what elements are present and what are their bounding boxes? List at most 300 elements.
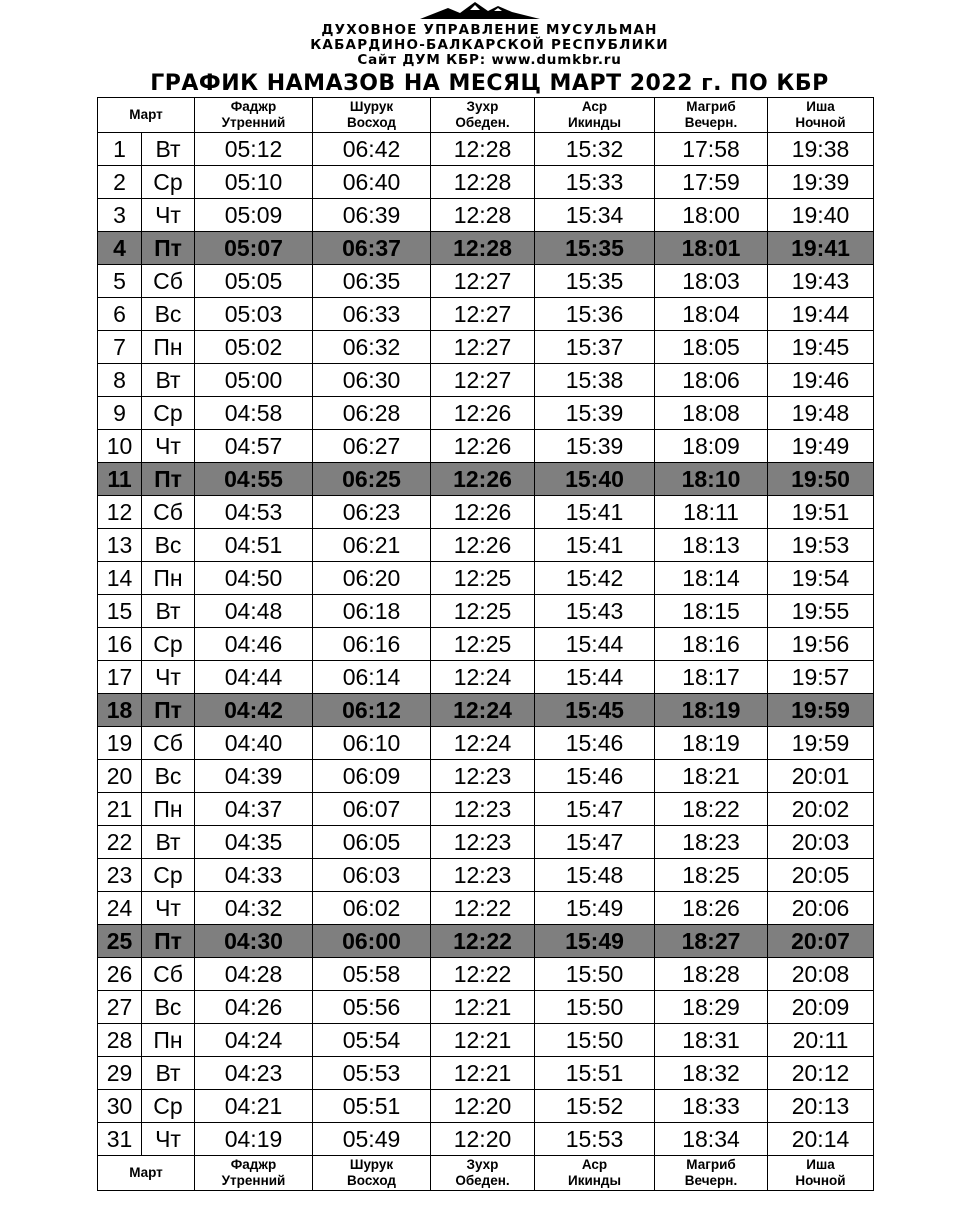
zuhr-time: 12:24	[431, 727, 535, 760]
day-number: 2	[98, 166, 142, 199]
zuhr-time: 12:23	[431, 859, 535, 892]
weekday: Пн	[142, 562, 195, 595]
zuhr-time: 12:25	[431, 562, 535, 595]
zuhr-time: 12:21	[431, 1057, 535, 1090]
weekday: Пт	[142, 232, 195, 265]
asr-time: 15:42	[535, 562, 655, 595]
table-row	[98, 199, 874, 232]
table-row	[98, 1090, 874, 1123]
shuruk-time: 06:42	[313, 133, 431, 166]
fajr-time: 05:12	[195, 133, 313, 166]
zuhr-time: 12:24	[431, 661, 535, 694]
weekday: Сб	[142, 265, 195, 298]
shuruk-time: 06:23	[313, 496, 431, 529]
isha-time: 19:59	[768, 727, 874, 760]
zuhr-time: 12:26	[431, 496, 535, 529]
isha-time: 20:03	[768, 826, 874, 859]
fajr-time: 04:37	[195, 793, 313, 826]
fajr-time: 04:21	[195, 1090, 313, 1123]
mountain-logo-icon	[420, 0, 540, 20]
fajr-time: 04:30	[195, 925, 313, 958]
fajr-time: 04:44	[195, 661, 313, 694]
table-row	[98, 826, 874, 859]
zuhr-time: 12:25	[431, 628, 535, 661]
table-row	[98, 628, 874, 661]
maghrib-time: 18:27	[655, 925, 768, 958]
maghrib-time: 18:15	[655, 595, 768, 628]
shuruk-time: 06:05	[313, 826, 431, 859]
weekday: Вс	[142, 760, 195, 793]
isha-time: 19:51	[768, 496, 874, 529]
isha-time: 19:55	[768, 595, 874, 628]
col-footer-month: Март	[98, 1156, 195, 1191]
maghrib-time: 18:14	[655, 562, 768, 595]
day-number: 6	[98, 298, 142, 331]
table-row	[98, 529, 874, 562]
day-number: 19	[98, 727, 142, 760]
maghrib-time: 18:01	[655, 232, 768, 265]
table-row	[98, 166, 874, 199]
shuruk-time: 06:09	[313, 760, 431, 793]
isha-time: 19:49	[768, 430, 874, 463]
zuhr-time: 12:28	[431, 232, 535, 265]
shuruk-time: 06:28	[313, 397, 431, 430]
isha-time: 19:59	[768, 694, 874, 727]
maghrib-time: 18:11	[655, 496, 768, 529]
asr-time: 15:38	[535, 364, 655, 397]
fajr-time: 04:48	[195, 595, 313, 628]
asr-time: 15:36	[535, 298, 655, 331]
weekday: Сб	[142, 496, 195, 529]
fajr-time: 04:24	[195, 1024, 313, 1057]
col-header-asr: Аср Икинды	[535, 98, 655, 133]
table-row	[98, 991, 874, 1024]
weekday: Вс	[142, 991, 195, 1024]
shuruk-time: 06:14	[313, 661, 431, 694]
table-row	[98, 298, 874, 331]
table-row	[98, 1057, 874, 1090]
zuhr-time: 12:26	[431, 397, 535, 430]
shuruk-time: 06:40	[313, 166, 431, 199]
fajr-time: 04:50	[195, 562, 313, 595]
maghrib-time: 18:05	[655, 331, 768, 364]
day-number: 7	[98, 331, 142, 364]
day-number: 13	[98, 529, 142, 562]
shuruk-time: 06:10	[313, 727, 431, 760]
table-row	[98, 265, 874, 298]
table-row	[98, 562, 874, 595]
table-row	[98, 496, 874, 529]
weekday: Вт	[142, 364, 195, 397]
table-row	[98, 364, 874, 397]
asr-time: 15:49	[535, 892, 655, 925]
day-number: 27	[98, 991, 142, 1024]
col-footer-fajr: Фаджр Утренний	[195, 1156, 313, 1191]
isha-time: 19:41	[768, 232, 874, 265]
fajr-time: 04:58	[195, 397, 313, 430]
asr-time: 15:40	[535, 463, 655, 496]
weekday: Пн	[142, 1024, 195, 1057]
col-footer-asr: Аср Икинды	[535, 1156, 655, 1191]
isha-time: 19:53	[768, 529, 874, 562]
fajr-time: 04:57	[195, 430, 313, 463]
zuhr-time: 12:21	[431, 1024, 535, 1057]
zuhr-time: 12:26	[431, 463, 535, 496]
asr-time: 15:47	[535, 826, 655, 859]
day-number: 5	[98, 265, 142, 298]
weekday: Пт	[142, 463, 195, 496]
isha-time: 19:43	[768, 265, 874, 298]
shuruk-time: 06:37	[313, 232, 431, 265]
table-row	[98, 661, 874, 694]
shuruk-time: 06:39	[313, 199, 431, 232]
weekday: Сб	[142, 958, 195, 991]
shuruk-time: 05:56	[313, 991, 431, 1024]
zuhr-time: 12:25	[431, 595, 535, 628]
col-header-maghrib: Магриб Вечерн.	[655, 98, 768, 133]
col-header-month: Март	[98, 98, 195, 133]
zuhr-time: 12:23	[431, 760, 535, 793]
maghrib-time: 17:59	[655, 166, 768, 199]
col-footer-zuhr: Зухр Обеден.	[431, 1156, 535, 1191]
weekday: Ср	[142, 628, 195, 661]
asr-time: 15:50	[535, 958, 655, 991]
zuhr-time: 12:27	[431, 364, 535, 397]
shuruk-time: 06:03	[313, 859, 431, 892]
maghrib-time: 18:16	[655, 628, 768, 661]
table-row	[98, 430, 874, 463]
table-row	[98, 793, 874, 826]
fajr-time: 04:35	[195, 826, 313, 859]
isha-time: 19:46	[768, 364, 874, 397]
weekday: Ср	[142, 166, 195, 199]
maghrib-time: 18:21	[655, 760, 768, 793]
fajr-time: 04:46	[195, 628, 313, 661]
fajr-time: 05:03	[195, 298, 313, 331]
isha-time: 19:39	[768, 166, 874, 199]
day-number: 25	[98, 925, 142, 958]
zuhr-time: 12:22	[431, 892, 535, 925]
asr-time: 15:43	[535, 595, 655, 628]
fajr-time: 04:40	[195, 727, 313, 760]
weekday: Вт	[142, 595, 195, 628]
maghrib-time: 18:31	[655, 1024, 768, 1057]
zuhr-time: 12:27	[431, 331, 535, 364]
zuhr-time: 12:20	[431, 1090, 535, 1123]
shuruk-time: 06:25	[313, 463, 431, 496]
asr-time: 15:50	[535, 991, 655, 1024]
isha-time: 20:02	[768, 793, 874, 826]
day-number: 9	[98, 397, 142, 430]
weekday: Пн	[142, 331, 195, 364]
day-number: 23	[98, 859, 142, 892]
shuruk-time: 05:51	[313, 1090, 431, 1123]
fajr-time: 05:05	[195, 265, 313, 298]
shuruk-time: 06:07	[313, 793, 431, 826]
weekday: Вс	[142, 298, 195, 331]
maghrib-time: 18:03	[655, 265, 768, 298]
day-number: 11	[98, 463, 142, 496]
fajr-time: 04:55	[195, 463, 313, 496]
weekday: Ср	[142, 859, 195, 892]
asr-time: 15:39	[535, 430, 655, 463]
asr-time: 15:44	[535, 661, 655, 694]
day-number: 21	[98, 793, 142, 826]
col-header-isha: Иша Ночной	[768, 98, 874, 133]
fajr-time: 04:33	[195, 859, 313, 892]
fajr-time: 05:10	[195, 166, 313, 199]
table-row	[98, 397, 874, 430]
maghrib-time: 18:10	[655, 463, 768, 496]
weekday: Вт	[142, 133, 195, 166]
asr-time: 15:51	[535, 1057, 655, 1090]
weekday: Чт	[142, 661, 195, 694]
maghrib-time: 18:29	[655, 991, 768, 1024]
maghrib-time: 18:09	[655, 430, 768, 463]
site-line: Сайт ДУМ КБР: www.dumkbr.ru	[357, 52, 622, 68]
maghrib-time: 18:04	[655, 298, 768, 331]
maghrib-time: 18:23	[655, 826, 768, 859]
asr-time: 15:37	[535, 331, 655, 364]
maghrib-time: 18:33	[655, 1090, 768, 1123]
table-row	[98, 331, 874, 364]
fajr-time: 05:02	[195, 331, 313, 364]
maghrib-time: 18:13	[655, 529, 768, 562]
zuhr-time: 12:21	[431, 991, 535, 1024]
table-row	[98, 958, 874, 991]
shuruk-time: 06:30	[313, 364, 431, 397]
day-number: 30	[98, 1090, 142, 1123]
shuruk-time: 06:16	[313, 628, 431, 661]
weekday: Чт	[142, 430, 195, 463]
weekday: Чт	[142, 199, 195, 232]
isha-time: 19:40	[768, 199, 874, 232]
shuruk-time: 05:49	[313, 1123, 431, 1156]
header-row	[98, 98, 874, 133]
day-number: 29	[98, 1057, 142, 1090]
fajr-time: 04:42	[195, 694, 313, 727]
table-row	[98, 133, 874, 166]
table-row	[98, 463, 874, 496]
day-number: 17	[98, 661, 142, 694]
isha-time: 19:45	[768, 331, 874, 364]
fajr-time: 05:07	[195, 232, 313, 265]
day-number: 22	[98, 826, 142, 859]
asr-time: 15:45	[535, 694, 655, 727]
shuruk-time: 06:20	[313, 562, 431, 595]
fajr-time: 04:28	[195, 958, 313, 991]
col-footer-maghrib: Магриб Вечерн.	[655, 1156, 768, 1191]
col-header-shuruk: Шурук Восход	[313, 98, 431, 133]
page-title: ГРАФИК НАМАЗОВ НА МЕСЯЦ МАРТ 2022 г. ПО КБР	[150, 71, 829, 96]
asr-time: 15:46	[535, 727, 655, 760]
isha-time: 20:05	[768, 859, 874, 892]
isha-time: 19:48	[768, 397, 874, 430]
table-row	[98, 595, 874, 628]
zuhr-time: 12:24	[431, 694, 535, 727]
shuruk-time: 06:32	[313, 331, 431, 364]
table-row	[98, 760, 874, 793]
zuhr-time: 12:26	[431, 430, 535, 463]
table-row	[98, 232, 874, 265]
asr-time: 15:35	[535, 232, 655, 265]
day-number: 1	[98, 133, 142, 166]
isha-time: 20:01	[768, 760, 874, 793]
table-row	[98, 1123, 874, 1156]
fajr-time: 04:51	[195, 529, 313, 562]
isha-time: 19:38	[768, 133, 874, 166]
day-number: 16	[98, 628, 142, 661]
fajr-time: 04:19	[195, 1123, 313, 1156]
asr-time: 15:39	[535, 397, 655, 430]
isha-time: 20:06	[768, 892, 874, 925]
weekday: Сб	[142, 727, 195, 760]
maghrib-time: 18:00	[655, 199, 768, 232]
day-number: 4	[98, 232, 142, 265]
shuruk-time: 05:54	[313, 1024, 431, 1057]
col-footer-shuruk: Шурук Восход	[313, 1156, 431, 1191]
zuhr-time: 12:26	[431, 529, 535, 562]
zuhr-time: 12:28	[431, 199, 535, 232]
zuhr-time: 12:22	[431, 925, 535, 958]
day-number: 12	[98, 496, 142, 529]
zuhr-time: 12:23	[431, 826, 535, 859]
fajr-time: 05:09	[195, 199, 313, 232]
isha-time: 19:50	[768, 463, 874, 496]
weekday: Пн	[142, 793, 195, 826]
maghrib-time: 18:26	[655, 892, 768, 925]
day-number: 14	[98, 562, 142, 595]
zuhr-time: 12:20	[431, 1123, 535, 1156]
day-number: 15	[98, 595, 142, 628]
maghrib-time: 18:34	[655, 1123, 768, 1156]
maghrib-time: 18:19	[655, 727, 768, 760]
shuruk-time: 06:18	[313, 595, 431, 628]
maghrib-time: 18:06	[655, 364, 768, 397]
asr-time: 15:47	[535, 793, 655, 826]
isha-time: 20:09	[768, 991, 874, 1024]
org-line-2: КАБАРДИНО-БАЛКАРСКОЙ РЕСПУБЛИКИ	[310, 37, 669, 53]
isha-time: 19:44	[768, 298, 874, 331]
asr-time: 15:34	[535, 199, 655, 232]
asr-time: 15:41	[535, 496, 655, 529]
fajr-time: 04:26	[195, 991, 313, 1024]
asr-time: 15:49	[535, 925, 655, 958]
isha-time: 20:13	[768, 1090, 874, 1123]
isha-time: 20:08	[768, 958, 874, 991]
asr-time: 15:41	[535, 529, 655, 562]
fajr-time: 04:23	[195, 1057, 313, 1090]
weekday: Пт	[142, 925, 195, 958]
maghrib-time: 18:19	[655, 694, 768, 727]
weekday: Вс	[142, 529, 195, 562]
maghrib-time: 18:22	[655, 793, 768, 826]
weekday: Пт	[142, 694, 195, 727]
maghrib-time: 18:28	[655, 958, 768, 991]
day-number: 10	[98, 430, 142, 463]
isha-time: 20:14	[768, 1123, 874, 1156]
table-row	[98, 1024, 874, 1057]
prayer-schedule-table	[97, 97, 874, 1191]
day-number: 18	[98, 694, 142, 727]
maghrib-time: 18:25	[655, 859, 768, 892]
table-row	[98, 727, 874, 760]
zuhr-time: 12:28	[431, 133, 535, 166]
table-row	[98, 892, 874, 925]
shuruk-time: 05:53	[313, 1057, 431, 1090]
day-number: 28	[98, 1024, 142, 1057]
day-number: 8	[98, 364, 142, 397]
fajr-time: 04:32	[195, 892, 313, 925]
asr-time: 15:50	[535, 1024, 655, 1057]
day-number: 31	[98, 1123, 142, 1156]
isha-time: 19:56	[768, 628, 874, 661]
maghrib-time: 17:58	[655, 133, 768, 166]
shuruk-time: 05:58	[313, 958, 431, 991]
asr-time: 15:52	[535, 1090, 655, 1123]
maghrib-time: 18:17	[655, 661, 768, 694]
asr-time: 15:53	[535, 1123, 655, 1156]
isha-time: 19:57	[768, 661, 874, 694]
day-number: 24	[98, 892, 142, 925]
maghrib-time: 18:08	[655, 397, 768, 430]
table-row	[98, 694, 874, 727]
table-row	[98, 859, 874, 892]
isha-time: 20:12	[768, 1057, 874, 1090]
asr-time: 15:44	[535, 628, 655, 661]
zuhr-time: 12:22	[431, 958, 535, 991]
day-number: 3	[98, 199, 142, 232]
weekday: Чт	[142, 892, 195, 925]
shuruk-time: 06:33	[313, 298, 431, 331]
weekday: Вт	[142, 1057, 195, 1090]
weekday: Ср	[142, 397, 195, 430]
col-header-fajr: Фаджр Утренний	[195, 98, 313, 133]
zuhr-time: 12:28	[431, 166, 535, 199]
zuhr-time: 12:27	[431, 298, 535, 331]
zuhr-time: 12:27	[431, 265, 535, 298]
shuruk-time: 06:12	[313, 694, 431, 727]
col-footer-isha: Иша Ночной	[768, 1156, 874, 1191]
fajr-time: 04:39	[195, 760, 313, 793]
shuruk-time: 06:02	[313, 892, 431, 925]
footer-row	[98, 1156, 874, 1191]
asr-time: 15:48	[535, 859, 655, 892]
asr-time: 15:32	[535, 133, 655, 166]
asr-time: 15:33	[535, 166, 655, 199]
weekday: Ср	[142, 1090, 195, 1123]
org-line-1: ДУХОВНОЕ УПРАВЛЕНИЕ МУСУЛЬМАН	[321, 22, 658, 38]
day-number: 20	[98, 760, 142, 793]
col-header-zuhr: Зухр Обеден.	[431, 98, 535, 133]
asr-time: 15:46	[535, 760, 655, 793]
asr-time: 15:35	[535, 265, 655, 298]
fajr-time: 05:00	[195, 364, 313, 397]
zuhr-time: 12:23	[431, 793, 535, 826]
weekday: Вт	[142, 826, 195, 859]
isha-time: 20:11	[768, 1024, 874, 1057]
fajr-time: 04:53	[195, 496, 313, 529]
day-number: 26	[98, 958, 142, 991]
table-row	[98, 925, 874, 958]
shuruk-time: 06:27	[313, 430, 431, 463]
maghrib-time: 18:32	[655, 1057, 768, 1090]
isha-time: 19:54	[768, 562, 874, 595]
shuruk-time: 06:21	[313, 529, 431, 562]
isha-time: 20:07	[768, 925, 874, 958]
weekday: Чт	[142, 1123, 195, 1156]
shuruk-time: 06:35	[313, 265, 431, 298]
